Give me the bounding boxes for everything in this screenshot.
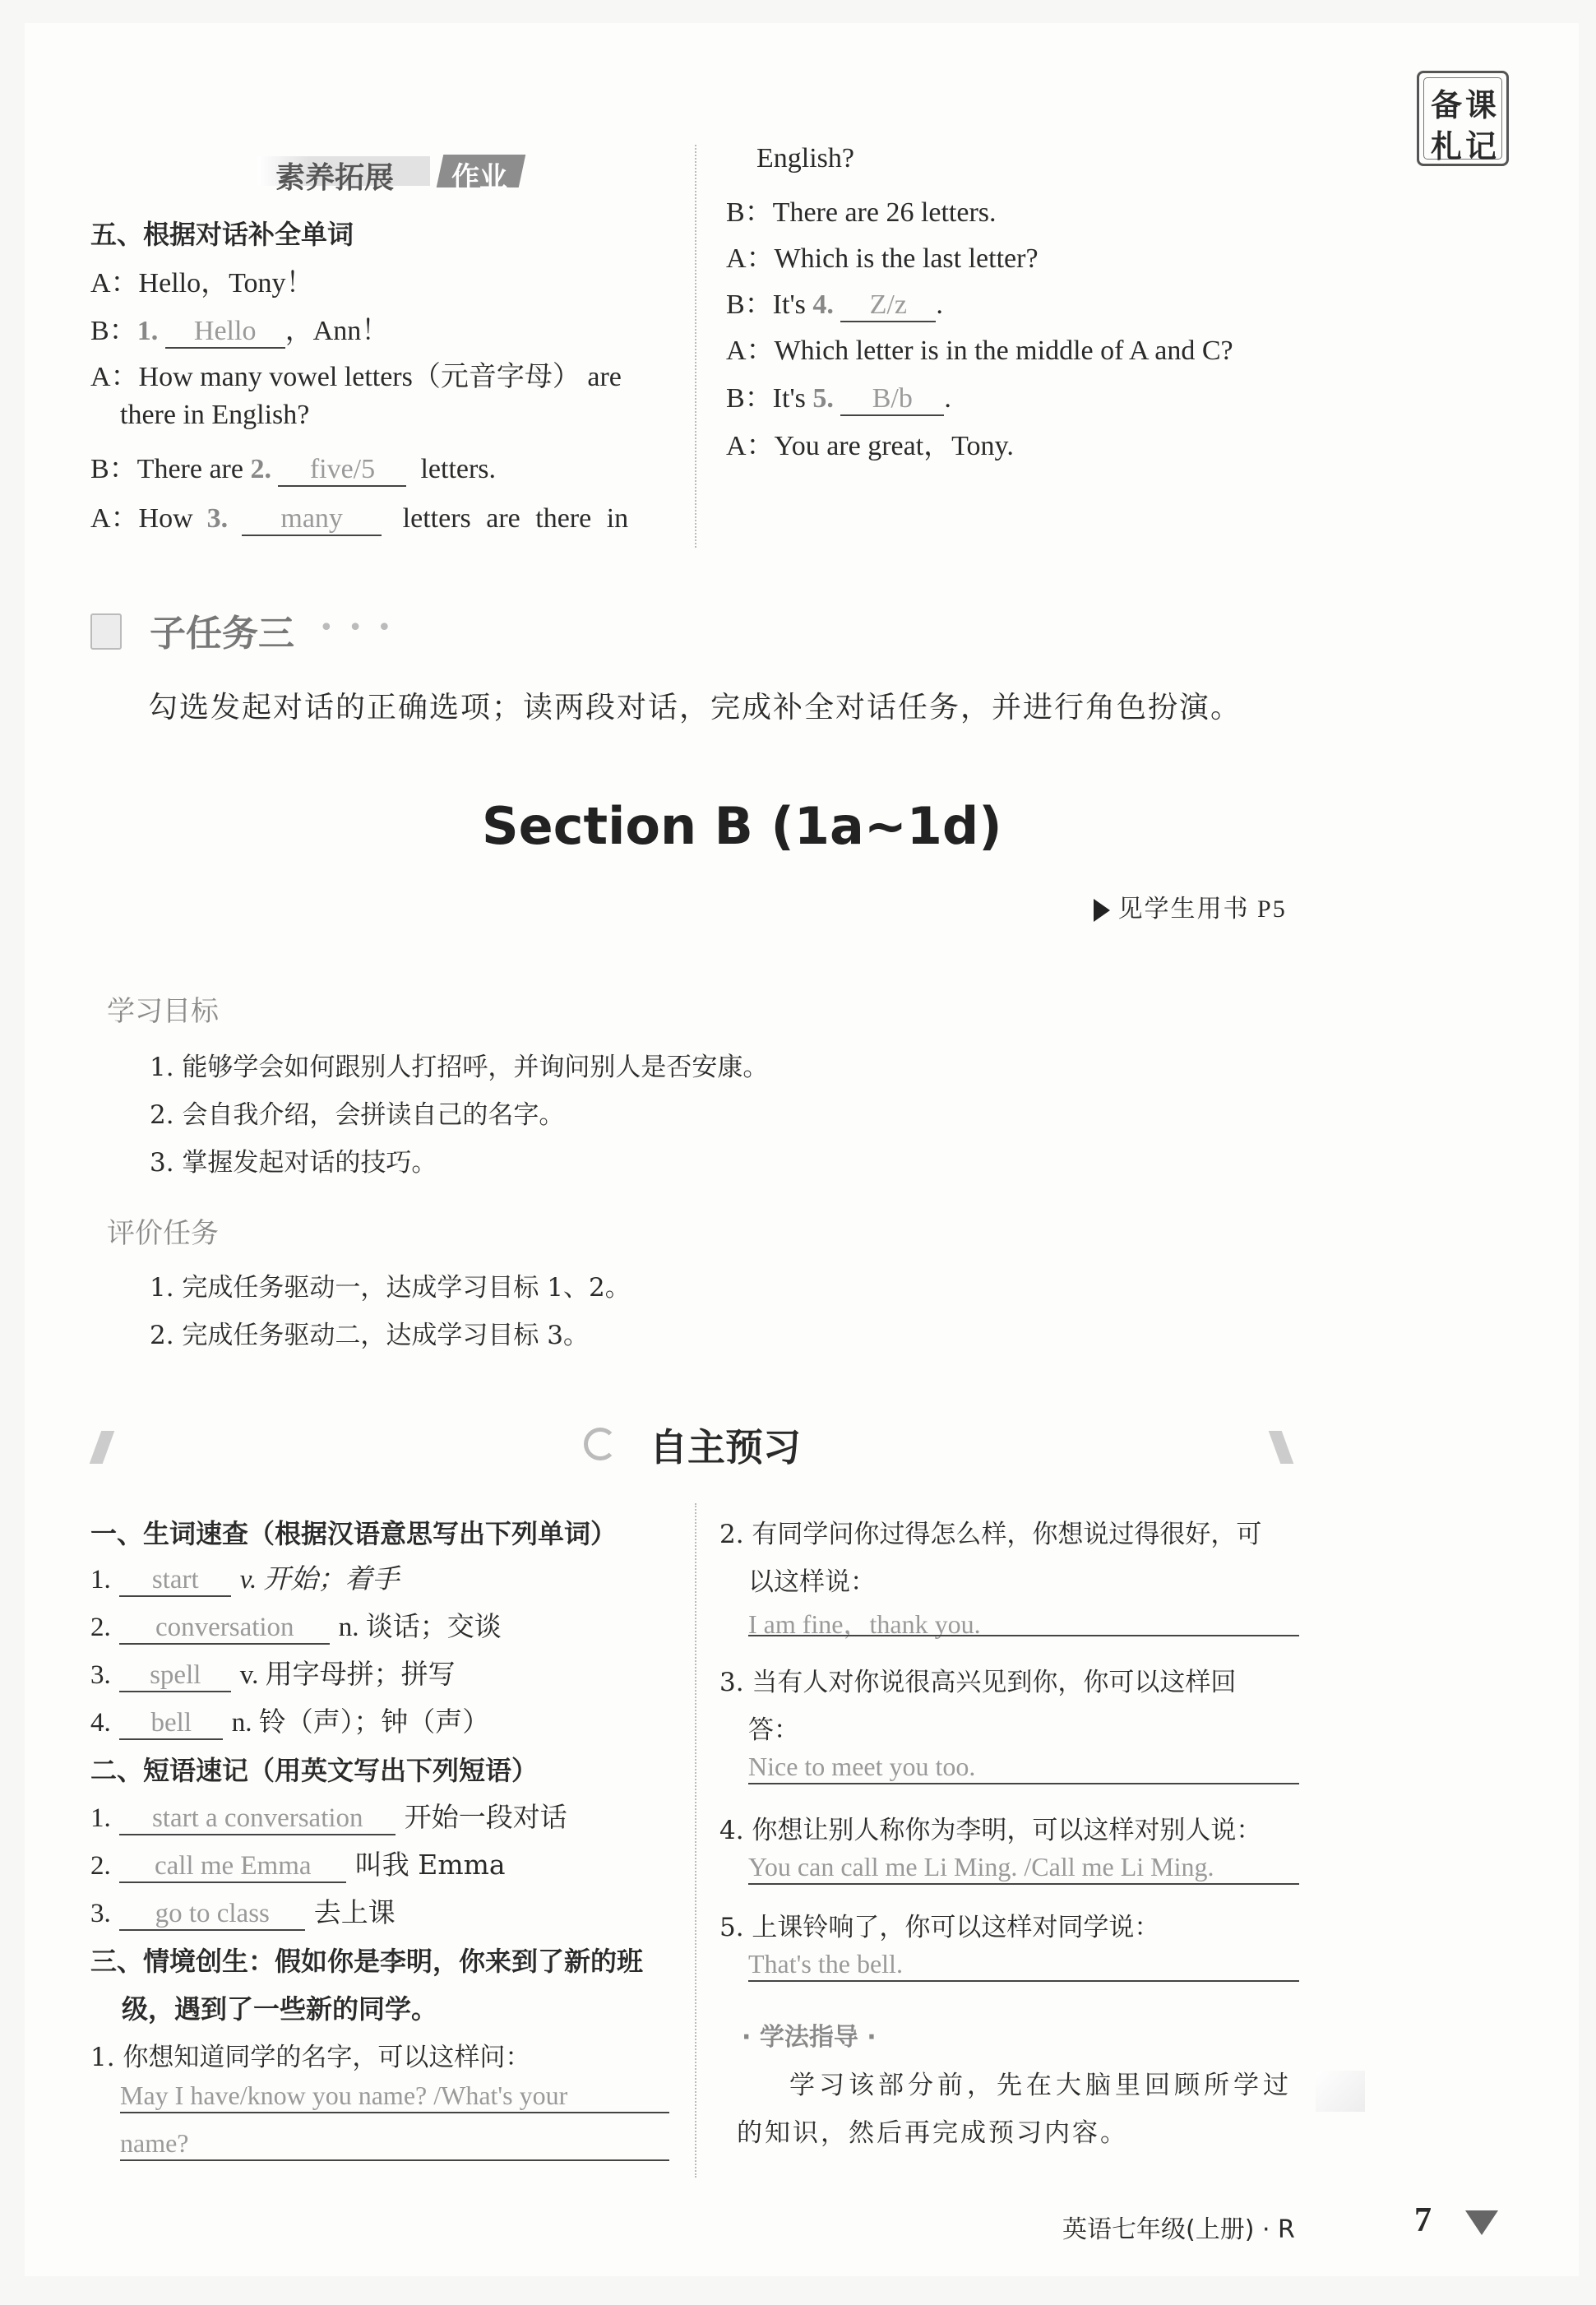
answer-blank-3: many (242, 503, 382, 536)
slash-left-deco (90, 1431, 115, 1464)
arrow-right-icon (1094, 899, 1110, 922)
corner-badge (1417, 71, 1509, 166)
tip-line2: 的知识，然后再完成预习内容。 (737, 2118, 1128, 2148)
scenario-q2-line1: 2. 有同学问你过得怎么样，你想说过得很好，可 (719, 1520, 1262, 1549)
dialog-line-r3: A：Which is the last letter? (726, 243, 1039, 274)
scenario-a4: You can call me Li Ming. /Call me Li Ming. (748, 1852, 1214, 1881)
dialog-line-b1: B：1. Hello ，Ann！ (90, 308, 389, 349)
dialog-line-a1: A：Hello，Tony！ (90, 268, 314, 299)
dialog-line-r7: A：You are great，Tony. (726, 431, 1014, 461)
phrase-answer-3: go to class (119, 1899, 305, 1931)
part1-heading: 一、生词速查（根据汉语意思写出下列单词） (90, 1518, 618, 1549)
scenario-q1: 1. 你想知道同学的名字，可以这样问： (90, 2043, 531, 2072)
dialog-line-r4: B：It's 4. Z/z . (726, 281, 943, 322)
section-title: Section B (1a~1d) (482, 796, 1002, 856)
banner-tag: 作业 (451, 161, 507, 194)
phrase-answer-1: start a conversation (119, 1803, 396, 1835)
scenario-q4: 4. 你想让别人称你为李明，可以这样对别人说： (719, 1816, 1262, 1845)
tip-line1: 学习该部分前，先在大脑里回顾所学过 (789, 2071, 1293, 2100)
footer-book-title: 英语七年级(上册) · R (1062, 2215, 1295, 2244)
part2-heading: 二、短语速记（用英文写出下列短语） (90, 1755, 539, 1786)
scenario-q3-line2: 答： (748, 1715, 799, 1745)
answer-line-a1-2 (120, 2159, 669, 2161)
vocab-answer-1: start (119, 1565, 231, 1597)
corner-badge-line1: 备课 (1431, 86, 1501, 123)
answer-blank-5: B/b (840, 383, 944, 416)
dialog-line-a3: A：How 3. many letters are there in (90, 495, 628, 536)
dialog-line-a2-cont: there in English? (120, 400, 310, 430)
answer-line-a2 (748, 1635, 1299, 1636)
answer-blank-2: five/5 (278, 454, 406, 487)
scenario-a1-line1: May I have/know you name? /What's your (120, 2081, 568, 2110)
subtask-text: 勾选发起对话的正确选项；读两段对话，完成补全对话任务，并进行角色扮演。 (148, 691, 1242, 724)
subtask-title: 子任务三 (150, 613, 294, 655)
book-icon (90, 613, 122, 650)
vocab-item-4: 4. bell n. 铃（声）；钟（声） (90, 1701, 489, 1740)
part3-heading-line2: 级，遇到了一些新的同学。 (122, 1993, 438, 2025)
scenario-q2-line2: 以这样说： (748, 1567, 876, 1597)
banner (257, 153, 537, 195)
scenario-a2: I am fine，thank you. (748, 1609, 981, 1639)
banner-main: 素养拓展 (275, 160, 395, 195)
column-divider-bottom (695, 1503, 696, 2178)
answer-blank-1: Hello (165, 316, 285, 349)
page (25, 23, 1579, 2276)
scenario-a3: Nice to meet you too. (748, 1752, 976, 1781)
swirl-icon (584, 1428, 617, 1460)
phrase-item-2: 2. call me Emma 叫我 Emma (90, 1844, 506, 1883)
dialog-line-r1: English? (756, 143, 854, 174)
subtask-dots: • • • (319, 613, 396, 642)
goal-item-3: 3. 掌握发起对话的技巧。 (150, 1148, 437, 1178)
dialog-line-r6: B：It's 5. B/b . (726, 375, 951, 416)
vocab-item-1: 1. start v. 开始；着手 (90, 1557, 399, 1597)
dialog-line-a2: A：How many vowel letters（元音字母） are (90, 362, 622, 392)
corner-badge-line2: 札记 (1431, 127, 1501, 164)
goal-item-1: 1. 能够学会如何跟别人打招呼，并询问别人是否安康。 (150, 1053, 769, 1082)
dialog-line-r2: B：There are 26 letters. (726, 197, 997, 228)
dialog-line-b2: B：There are 2. five/5 letters. (90, 446, 496, 487)
vocab-item-2: 2. conversation n. 谈话；交谈 (90, 1605, 502, 1645)
answer-line-a5 (748, 1980, 1299, 1982)
vocab-answer-4: bell (119, 1708, 223, 1740)
vocab-item-3: 3. spell v. 用字母拼；拼写 (90, 1653, 456, 1692)
vocab-answer-2: conversation (119, 1613, 330, 1645)
scenario-a1-line2: name? (120, 2128, 189, 2158)
footer-page-number: 7 (1414, 2201, 1432, 2239)
preview-title: 自主预习 (650, 1425, 801, 1470)
phrase-item-1: 1. start a conversation 开始一段对话 (90, 1796, 567, 1835)
tip-title: · 学法指导 · (742, 2023, 877, 2052)
eval-item-2: 2. 完成任务驱动二，达成学习目标 3。 (150, 1321, 590, 1350)
scenario-q3-line1: 3. 当有人对你说很高兴见到你，你可以这样回 (719, 1668, 1237, 1697)
eval-title: 评价任务 (107, 1217, 219, 1250)
answer-blank-4: Z/z (840, 289, 936, 322)
fill-words-heading: 五、根据对话补全单词 (90, 219, 354, 250)
tip-corner-deco (1316, 2071, 1365, 2112)
column-divider-top (695, 145, 696, 548)
student-book-ref: 见学生用书 P5 (1094, 888, 1287, 924)
slash-right-deco (1269, 1431, 1294, 1464)
goals-title: 学习目标 (107, 995, 219, 1028)
footer-arrow-deco (1465, 2210, 1498, 2235)
dialog-line-r5: A：Which letter is in the middle of A and C? (726, 336, 1233, 366)
part3-heading-line1: 三、情境创生：假如你是李明，你来到了新的班 (90, 1946, 644, 1977)
eval-item-1: 1. 完成任务驱动一，达成学习目标 1、2。 (150, 1273, 631, 1303)
scenario-q5: 5. 上课铃响了，你可以这样对同学说： (719, 1913, 1160, 1942)
scenario-a5: That's the bell. (748, 1949, 903, 1979)
vocab-answer-3: spell (119, 1660, 231, 1692)
goal-item-2: 2. 会自我介绍，会拼读自己的名字。 (150, 1100, 565, 1130)
answer-line-a3 (748, 1783, 1299, 1784)
answer-line-a4 (748, 1883, 1299, 1885)
phrase-item-3: 3. go to class 去上课 (90, 1891, 396, 1931)
phrase-answer-2: call me Emma (119, 1851, 346, 1883)
answer-line-a1-1 (120, 2112, 669, 2113)
